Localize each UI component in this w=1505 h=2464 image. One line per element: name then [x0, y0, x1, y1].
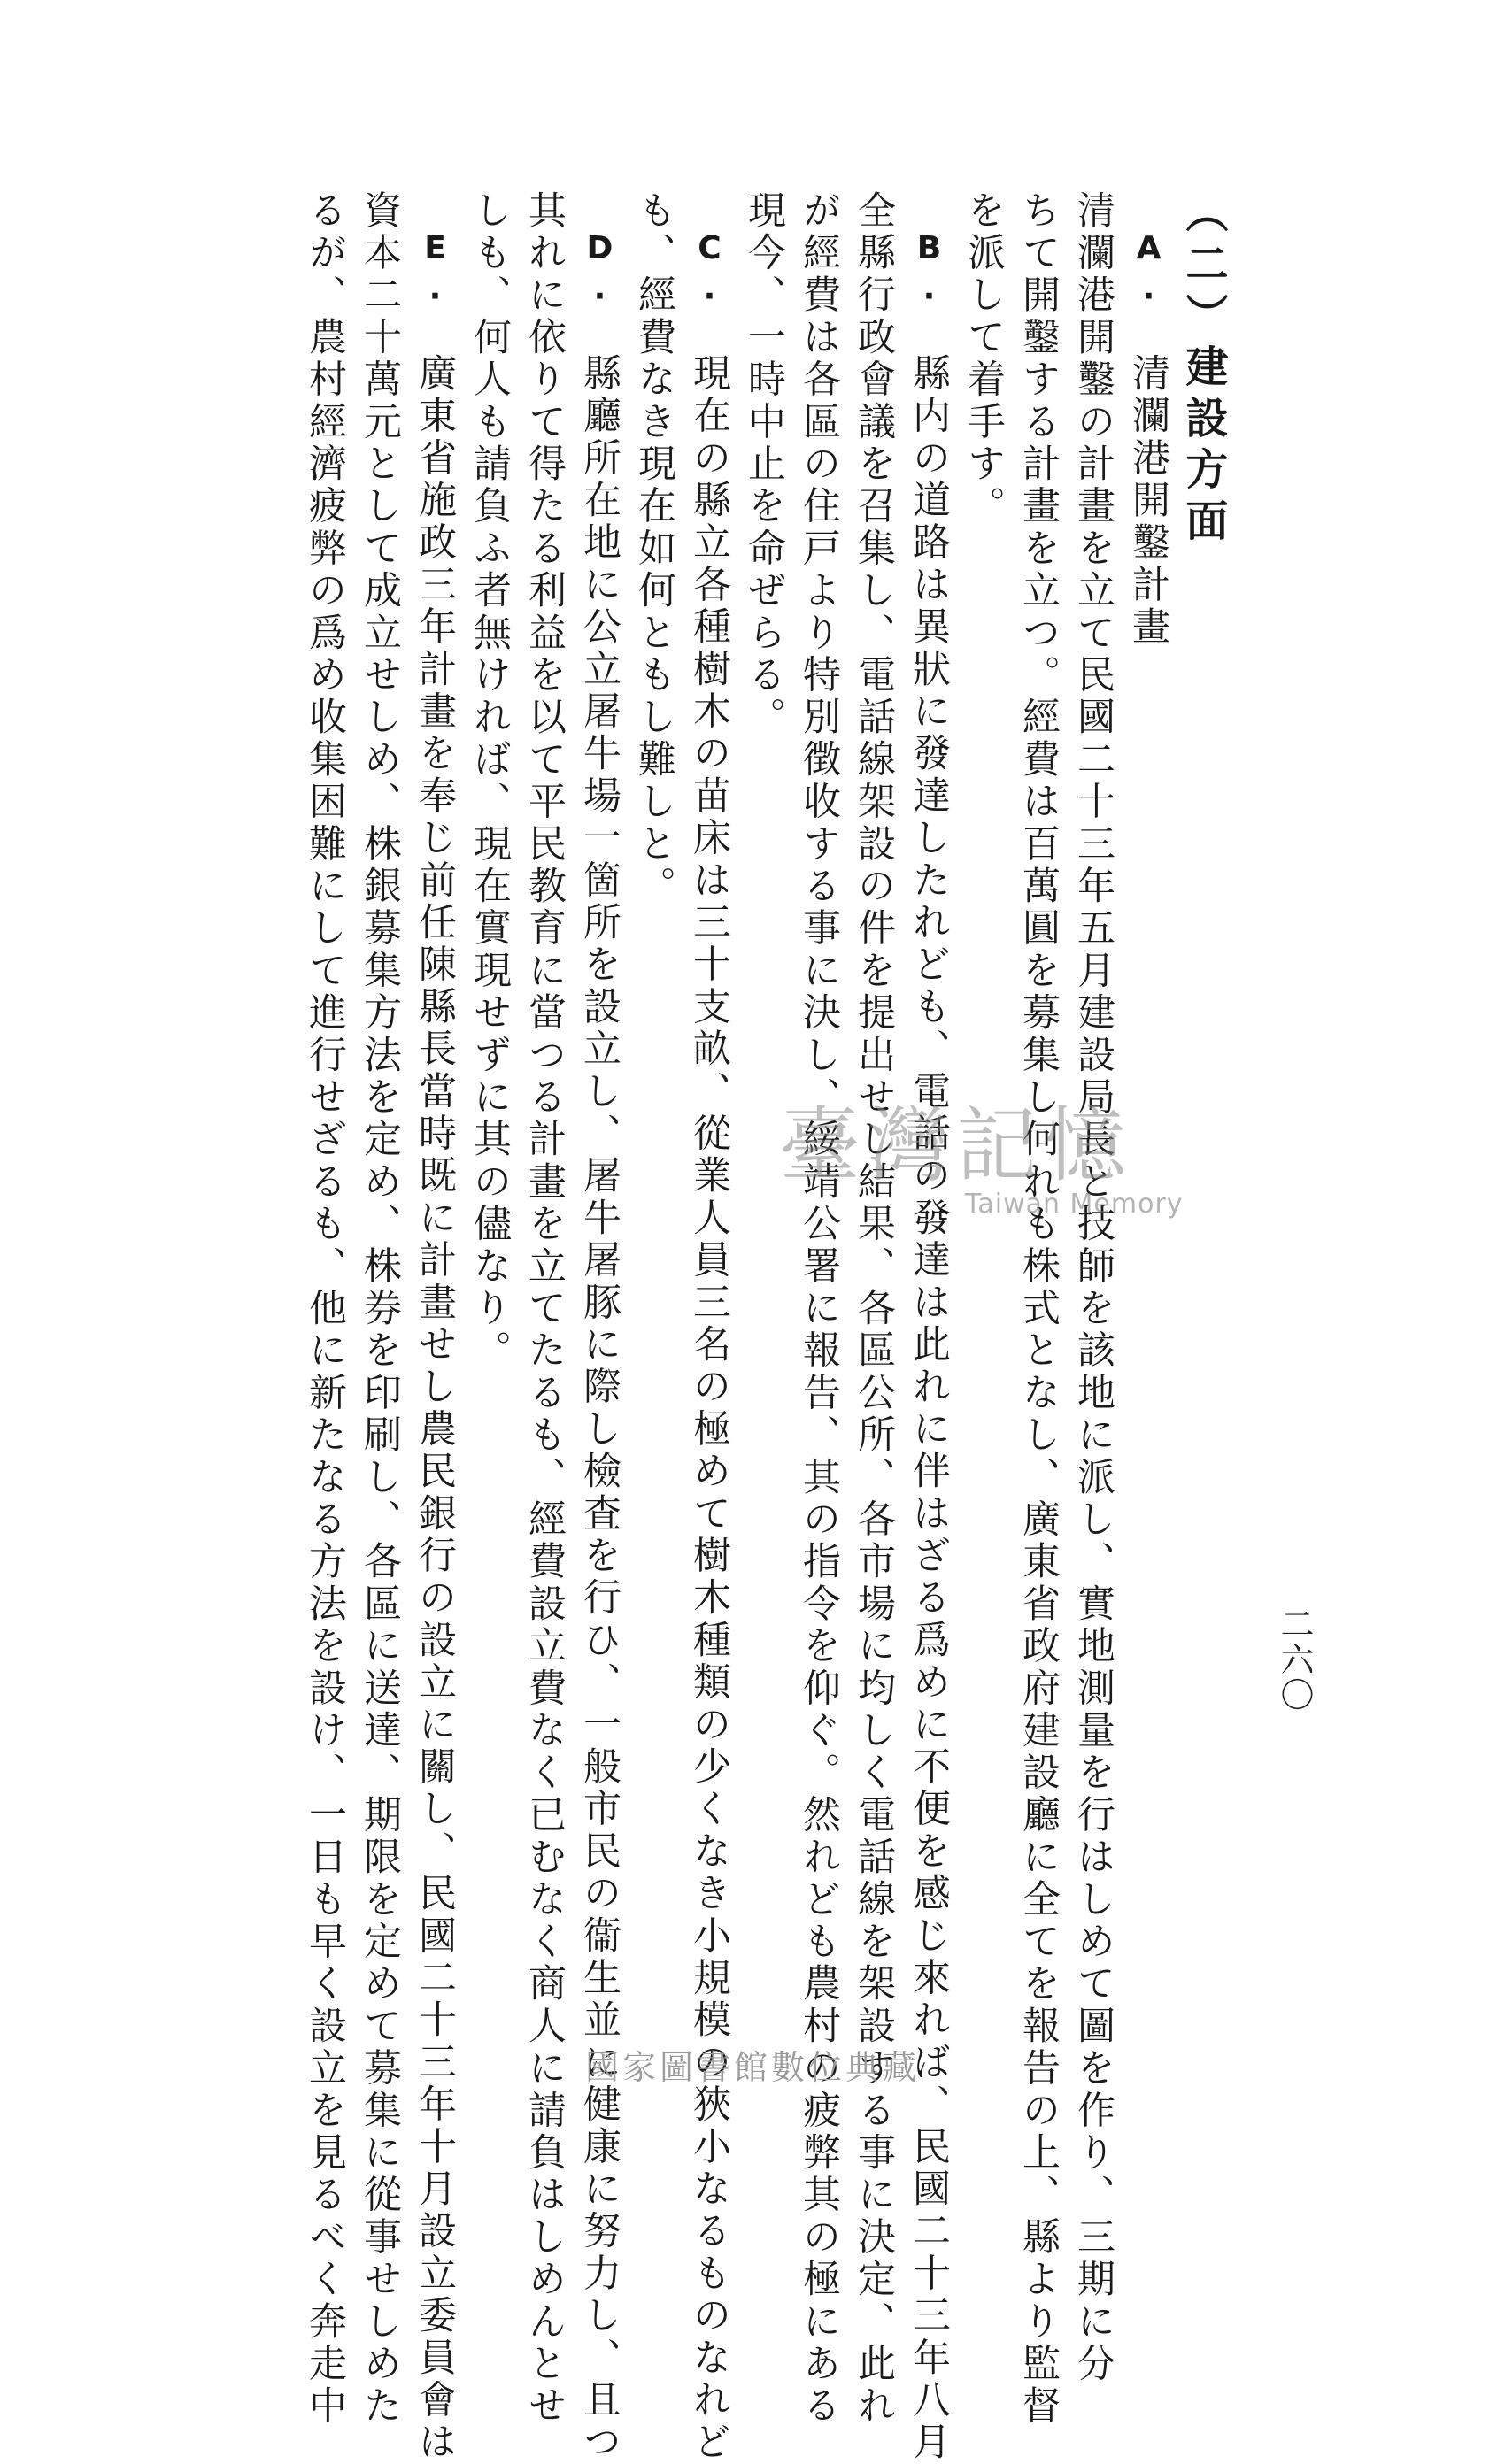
item-e-label: E. [417, 230, 453, 312]
item-b-first-line [901, 190, 956, 2464]
item-e-line: るが、農村經濟疲弊の爲め收集困難にして進行せざるも、他に新たなる方法を設け、一日も早く設立を見るべく奔走中 [303, 190, 347, 2429]
watermark-english: Taiwan Memory [965, 1189, 1184, 1220]
item-a-label: A. [1131, 230, 1167, 312]
item-d-line: しも、何人も請負ふ者無ければ、現在實現せずに其の儘なり。 [467, 190, 512, 1373]
item-b-line: 現今、一時中止を命ぜらる。 [742, 190, 786, 740]
item-b-text: 縣内の道路は異狀に發達したれども、電話の發達は此れに伴はざる爲めに不便を感じ來れば、民國二十三年八月 [907, 353, 951, 2464]
item-b-line: 全縣行政會議を召集し、電話線架設の件を提出せし結果、各區公所、各市場に均しく電話線を架設する事に決定、此れ [852, 190, 896, 2429]
item-c-label: C. [691, 230, 728, 312]
item-e-first-line [407, 190, 462, 2464]
item-d-line: 其れに依りて得たる利益を以て平民教育に當つる計畫を立てたるも、經費設立費なく已むなく商人に請負はしめんとせ [522, 190, 567, 2429]
item-a-line: 清瀾港開鑿の計畫を立て民國二十三年五月建設局長と技師を該地に派し、實地測量を行はしめて圖を作り、三期に分 [1071, 190, 1115, 2386]
section-title: 建設方面 [1178, 344, 1228, 550]
item-c-text: 現在の縣立各種樹木の苗床は三十支畝、從業人員三名の極めて樹木種類の少くなき小規模の狹小なるものなれど [687, 353, 731, 2464]
page-number: 二六〇 [1275, 1606, 1314, 1713]
footer-credit: 國家圖書館數位典藏 [584, 2048, 920, 2087]
item-d-text: 縣廳所在地に公立屠牛場一箇所を設立し、屠牛屠豚に際し檢査を行ひ、一般市民の衞生並に健康に努力し、且つ [577, 353, 621, 2464]
item-b-label: B. [911, 230, 947, 312]
section-heading [1176, 190, 1231, 1934]
item-d-first-line [572, 190, 627, 2464]
item-a-heading [1121, 190, 1176, 1934]
item-c-first-line [682, 190, 737, 2464]
item-a-title: 清瀾港開鑿計畫 [1126, 353, 1170, 650]
item-a-line: ちて開鑿する計畫を立つ。經費は百萬圓を募集し何れも株式となし、廣東省政府建設廳に全てを報告の上、縣より監督 [1016, 190, 1061, 2429]
item-e-line: 資本二十萬元として成立せしめ、株銀募集方法を定め、株券を印刷し、各區に送達、期限を定めて募集に從事せしめた [358, 190, 402, 2429]
item-e-text: 廣東省施政三年計畫を奉じ前任陳縣長當時既に計畫せし農民銀行の設立に關し、民國二十三年十月設立委員會は [413, 353, 457, 2464]
item-d-label: D. [582, 230, 618, 312]
item-b-line: が經費は各區の住戸より特別徴收する事に決し、綏靖公署に報告、其の指令を仰ぐ。然れども農村の疲弊其の極にある [797, 190, 841, 2429]
item-a-line: を派して着手す。 [961, 190, 1006, 528]
item-c-line: も、經費なき現在如何ともし難しと。 [632, 190, 676, 908]
section-marker: （二） [1178, 190, 1228, 344]
watermark-chinese: 臺灣記憶 [779, 1098, 1134, 1193]
